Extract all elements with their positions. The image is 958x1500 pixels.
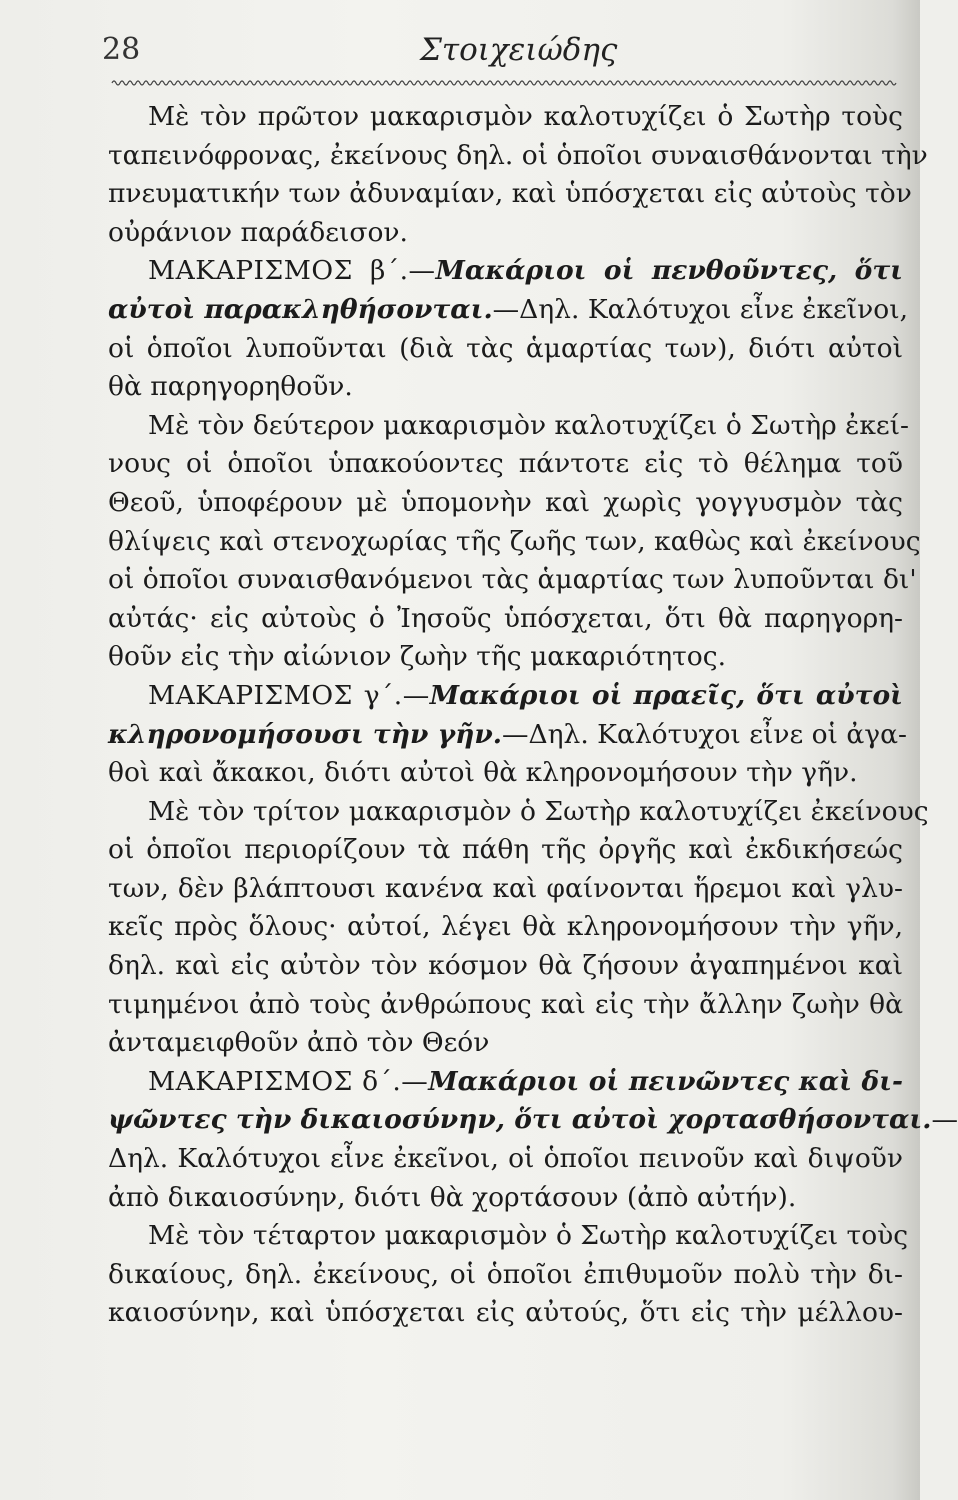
text-line bbox=[108, 291, 909, 330]
beatitude-quote: Μακάριοι οἱ πενθοῦντες, ὅτι bbox=[435, 255, 904, 287]
line-text: θοὶ καὶ ἄκακοι, διότι αὐτοὶ θὰ κληρονομήσουν τὴν γῆν. bbox=[108, 757, 858, 789]
line-text: κεῖς πρὸς ὅλους· αὐτοί, λέγει θὰ κληρονομήσουν τὴν γῆν, bbox=[108, 911, 903, 943]
text-line bbox=[108, 870, 903, 909]
text-line bbox=[108, 793, 929, 832]
line-text: Δηλ. Καλότυχοι εἶνε ἐκεῖνοι, οἱ ὁποῖοι πεινοῦν καὶ διψοῦν bbox=[108, 1143, 903, 1175]
line-text: θὰ παρηγορηθοῦν. bbox=[108, 371, 353, 403]
beatitude-heading: ΜΑΚΑΡΙΣΜΟΣ δ΄.— bbox=[148, 1065, 429, 1097]
text-line bbox=[108, 1024, 903, 1063]
text-line bbox=[108, 1101, 958, 1140]
line-text: ἀπὸ δικαιοσύνην, διότι θὰ χορτάσουν (ἀπὸ αὐτήν). bbox=[108, 1181, 797, 1213]
line-text: οὐράνιον παράδεισον. bbox=[108, 216, 408, 248]
text-line bbox=[108, 908, 903, 947]
text-line bbox=[108, 1063, 903, 1102]
beatitude-quote: κληρονομήσουσι τὴν γῆν. bbox=[108, 718, 503, 750]
text-line bbox=[108, 523, 921, 562]
line-text: δηλ. καὶ εἰς αὐτὸν τὸν κόσμον θὰ ζήσουν ἀγαπημένοι καὶ bbox=[108, 950, 903, 982]
text-line bbox=[108, 1256, 903, 1295]
body-text bbox=[108, 98, 958, 1333]
line-text: ἀνταμειφθοῦν ἀπὸ τὸν Θεόν bbox=[108, 1027, 490, 1059]
text-line bbox=[108, 484, 903, 523]
page-header bbox=[102, 32, 892, 76]
text-line bbox=[108, 716, 907, 755]
text-line bbox=[108, 561, 917, 600]
line-text: καιοσύνην, καὶ ὑπόσχεται εἰς αὐτούς, ὅτι εἰς τὴν μέλλου- bbox=[108, 1297, 903, 1329]
line-text: —Δηλ. Καλότυχοι εἶνε οἱ ἀγα- bbox=[502, 718, 907, 750]
line-text: Μὲ τὸν δεύτερον μακαρισμὸν καλοτυχίζει ὁ Σωτὴρ ἐκεί- bbox=[148, 409, 909, 441]
beatitude-heading: ΜΑΚΑΡΙΣΜΟΣ β΄.— bbox=[148, 255, 436, 287]
line-text: οἱ ὁποῖοι λυποῦνται (διὰ τὰς ἁμαρτίας των), διότι αὐτοὶ bbox=[108, 332, 903, 364]
text-line bbox=[108, 600, 903, 639]
line-text: θλίψεις καὶ στενοχωρίας τῆς ζωῆς των, καθὼς καὶ ἐκείνους bbox=[108, 525, 921, 557]
text-line bbox=[108, 947, 903, 986]
text-line bbox=[108, 986, 903, 1025]
line-text: — bbox=[931, 1104, 958, 1136]
text-line bbox=[108, 677, 903, 716]
text-line bbox=[108, 98, 903, 137]
beatitude-heading: ΜΑΚΑΡΙΣΜΟΣ γ΄.— bbox=[148, 679, 430, 711]
text-line bbox=[108, 1179, 903, 1218]
line-text: Θεοῦ, ὑποφέρουν μὲ ὑπομονὴν καὶ χωρὶς γογγυσμὸν τὰς bbox=[108, 486, 903, 518]
line-text: τιμημένοι ἀπὸ τοὺς ἀνθρώπους καὶ εἰς τὴν ἄλλην ζωὴν θὰ bbox=[108, 988, 903, 1020]
line-text: πνευματικήν των ἀδυναμίαν, καὶ ὑπόσχεται εἰς αὐτοὺς τὸν bbox=[108, 178, 912, 210]
text-line bbox=[108, 214, 903, 253]
line-text: νους οἱ ὁποῖοι ὑπακούοντες πάντοτε εἰς τὸ θέλημα τοῦ bbox=[108, 448, 903, 480]
text-line bbox=[108, 1217, 909, 1256]
text-line bbox=[108, 831, 903, 870]
line-text: θοῦν εἰς τὴν αἰώνιον ζωὴν τῆς μακαριότητος. bbox=[108, 641, 726, 673]
beatitude-quote: ψῶντες τὴν δικαιοσύνην, ὅτι αὐτοὶ χορτασθήσονται. bbox=[108, 1104, 932, 1136]
beatitude-quote: αὐτοὶ παρακληθήσονται. bbox=[108, 293, 493, 325]
line-text: Μὲ τὸν τέταρτον μακαρισμὸν ὁ Σωτὴρ καλοτυχίζει τοὺς bbox=[148, 1220, 909, 1252]
text-line bbox=[108, 175, 912, 214]
text-line bbox=[108, 137, 928, 176]
text-line bbox=[108, 638, 903, 677]
line-text: Μὲ τὸν πρῶτον μακαρισμὸν καλοτυχίζει ὁ Σωτὴρ τοὺς bbox=[148, 101, 903, 132]
beatitude-quote: Μακάριοι οἱ πεινῶντες καὶ δι- bbox=[428, 1065, 903, 1097]
text-line bbox=[108, 1294, 903, 1333]
text-line bbox=[108, 330, 903, 369]
line-text: Μὲ τὸν τρίτον μακαρισμὸν ὁ Σωτὴρ καλοτυχίζει ἐκείνους bbox=[148, 795, 929, 827]
wavy-divider bbox=[112, 76, 894, 90]
running-title: Στοιχειώδης bbox=[420, 32, 618, 68]
text-line bbox=[108, 407, 909, 446]
text-line bbox=[108, 754, 903, 793]
line-text: αὐτάς· εἰς αὐτοὺς ὁ Ἰησοῦς ὑπόσχεται, ὅτι θὰ παρηγορη- bbox=[108, 602, 903, 634]
line-text: —Δηλ. Καλότυχοι εἶνε ἐκεῖνοι, bbox=[492, 293, 909, 325]
line-text: δικαίους, δηλ. ἐκείνους, οἱ ὁποῖοι ἐπιθυμοῦν πολὺ τὴν δι- bbox=[108, 1258, 903, 1290]
text-line bbox=[108, 368, 903, 407]
line-text: οἱ ὁποῖοι περιορίζουν τὰ πάθη τῆς ὀργῆς καὶ ἐκδικήσεώς bbox=[108, 834, 903, 866]
line-text: οἱ ὁποῖοι συναισθανόμενοι τὰς ἁμαρτίας των λυποῦνται δι' bbox=[108, 564, 917, 596]
beatitude-quote: Μακάριοι οἱ πραεῖς, ὅτι αὐτοὶ bbox=[429, 679, 903, 711]
line-text: των, δὲν βλάπτουσι κανένα καὶ φαίνονται ἥρεμοι καὶ γλυ- bbox=[108, 872, 903, 904]
text-line bbox=[108, 252, 903, 291]
text-line bbox=[108, 1140, 903, 1179]
text-line bbox=[108, 445, 903, 484]
page-number: 28 bbox=[102, 32, 141, 67]
line-text: ταπεινόφρονας, ἐκείνους δηλ. οἱ ὁποῖοι συναισθάνονται τὴν bbox=[108, 139, 928, 171]
